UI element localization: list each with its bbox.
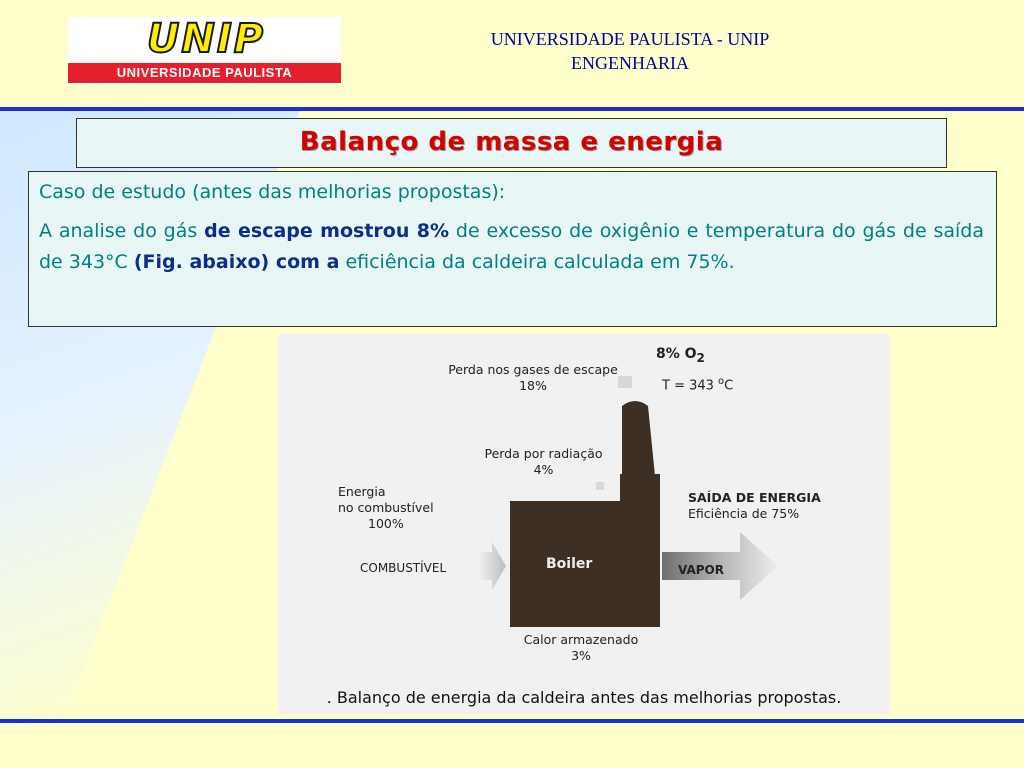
slide-title: Balanço de massa e energia xyxy=(299,127,724,157)
intro-text: Caso de estudo (antes das melhorias propostas): xyxy=(39,181,506,203)
radiation-loss-label: Perda por radiação 4% xyxy=(484,446,603,477)
fuel-label: COMBUSTÍVEL xyxy=(360,561,447,575)
boiler-label: Boiler xyxy=(546,556,593,572)
content-box xyxy=(28,171,997,327)
body-highlight-2: (Fig. abaixo) com a xyxy=(133,251,340,273)
boiler-energy-figure xyxy=(278,334,890,714)
top-divider xyxy=(0,107,1024,111)
figure-caption: . Balanço de energia da caldeira antes das melhorias propostas. xyxy=(326,688,842,707)
logo-wordmark: UNIP xyxy=(146,17,266,62)
escape-loss-label: Perda nos gases de escape 18% xyxy=(448,362,618,393)
radiation-puff xyxy=(596,482,604,490)
body-highlight-1: de escape mostrou 8% xyxy=(204,220,450,242)
slide-title-box xyxy=(76,118,947,168)
vapor-label: VAPOR xyxy=(678,563,724,577)
body-text xyxy=(39,216,984,278)
header-line-1: UNIVERSIDADE PAULISTA - UNIP xyxy=(490,29,770,49)
body-part-2: de excesso de oxigênio e temperatura do gás de saída de 343°C xyxy=(39,220,985,273)
fuel-energy-label: Energia no combustível 100% xyxy=(338,484,434,531)
header-title xyxy=(420,27,840,75)
output-energy-label: SAÍDA DE ENERGIA Eficiência de 75% xyxy=(688,490,821,521)
o2-label: 8% $O_2$ xyxy=(656,346,705,365)
unip-logo xyxy=(68,17,341,85)
temperature-label: T = 343 $^o$C xyxy=(662,376,734,394)
header-line-2: ENGENHARIA xyxy=(571,53,689,73)
logo-tagline: UNIVERSIDADE PAULISTA xyxy=(68,63,341,83)
body-part-1: A analise do gás xyxy=(39,220,205,242)
stored-heat-label: Calor armazenado 3% xyxy=(523,632,639,663)
bottom-divider xyxy=(0,719,1024,723)
body-part-3: eficiência da caldeira calculada em 75%. xyxy=(339,251,735,273)
fuel-input-arrow xyxy=(478,542,506,590)
